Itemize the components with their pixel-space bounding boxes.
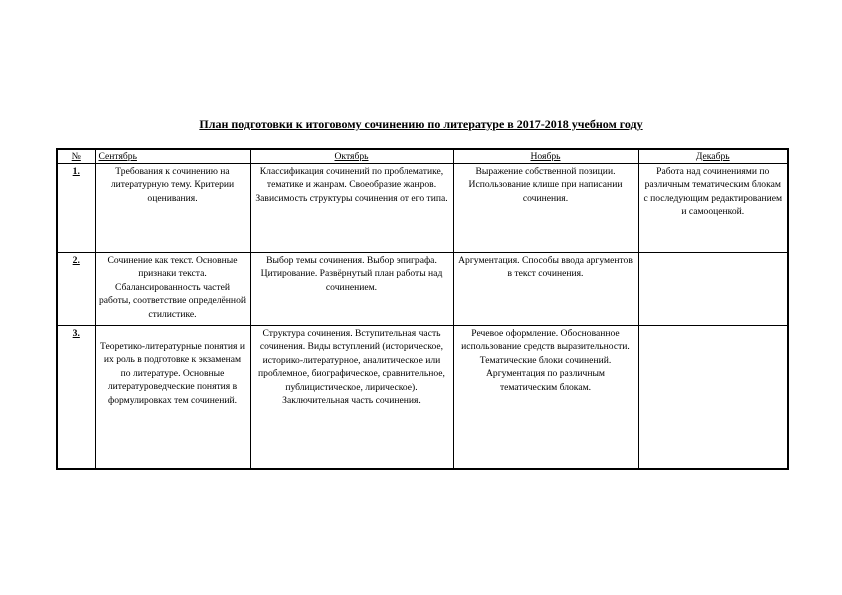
cell-december: Работа над сочинениями по различным тематическим блокам с последующим редактированием и самооценкой.: [638, 164, 788, 253]
cell-october: Выбор темы сочинения. Выбор эпиграфа. Цитирование. Развёрнутый план работы над сочинением.: [250, 253, 453, 326]
cell-november: Выражение собственной позиции. Использование клише при написании сочинения.: [453, 164, 638, 253]
cell-november: Речевое оформление. Обоснованное использование средств выразительности. Тематические блоки сочинений. Аргументация по различным тематическим блокам.: [453, 326, 638, 470]
cell-october: Классификация сочинений по проблематике, тематике и жанрам. Своеобразие жанров. Зависимость структуры сочинения от его типа.: [250, 164, 453, 253]
cell-september: Теоретико-литературные понятия и их роль в подготовке к экзаменам по литературе. Основные литературоведческие понятия в формулировках тем сочинений.: [95, 326, 250, 470]
cell-october: Структура сочинения. Вступительная часть сочинения. Виды вступлений (историческое, историко-литературное, аналитическое или проблемное, биографическое, сравнительное, публицистическое, лирическое). Заключительная часть сочинения.: [250, 326, 453, 470]
cell-november: Аргументация. Способы ввода аргументов в текст сочинения.: [453, 253, 638, 326]
plan-table: [56, 148, 789, 470]
row-number: 3.: [57, 326, 95, 470]
cell-december: [638, 326, 788, 470]
header-number: №: [57, 149, 95, 164]
table-row: [57, 253, 788, 326]
header-september: Сентябрь: [95, 149, 250, 164]
header-december: Декабрь: [638, 149, 788, 164]
header-november: Ноябрь: [453, 149, 638, 164]
header-october: Октябрь: [250, 149, 453, 164]
table-row: [57, 326, 788, 470]
table-header-row: [57, 149, 788, 164]
cell-september: Требования к сочинению на литературную тему. Критерии оценивания.: [95, 164, 250, 253]
cell-september: Сочинение как текст. Основные признаки текста. Сбалансированность частей работы, соответствие определённой стилистике.: [95, 253, 250, 326]
page-title: План подготовки к итоговому сочинению по литературе в 2017-2018 учебном году: [199, 117, 643, 131]
row-number: 2.: [57, 253, 95, 326]
cell-december: [638, 253, 788, 326]
row-number: 1.: [57, 164, 95, 253]
table-row: [57, 164, 788, 253]
